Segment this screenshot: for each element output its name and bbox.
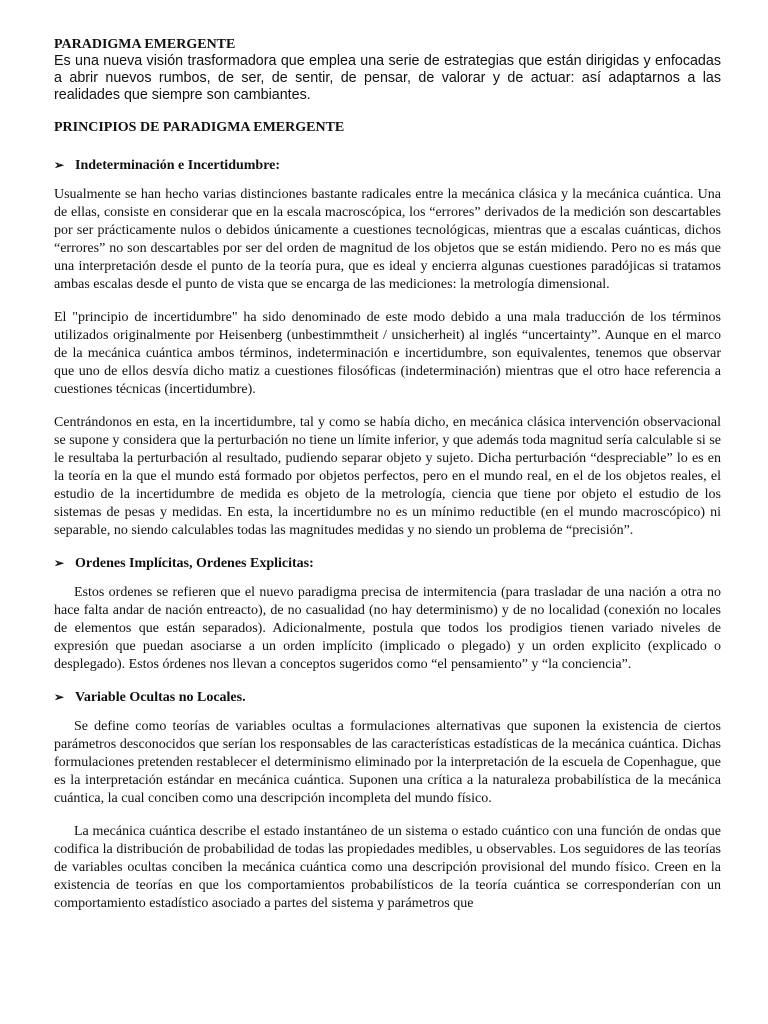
principles-title: PRINCIPIOS DE PARADIGMA EMERGENTE [54, 120, 345, 135]
bullet-arrow-icon: ➢ [54, 690, 65, 704]
bullet-arrow-icon: ➢ [54, 556, 65, 570]
document-title: PARADIGMA EMERGENTE [54, 37, 236, 52]
section-heading [54, 157, 721, 174]
intro-paragraph: Es una nueva visión trasformadora que emplea una serie de estrategias que están dirigidas y enfocadas a abrir nuevos rumbos, de ser, de sentir, de pensar, de valorar y de actuar: así adaptarnos a las realidades que siempre son cambiantes. [54, 53, 721, 103]
paragraph: Usualmente se han hecho varias distinciones bastante radicales entre la mecánica clásica y la mecánica cuántica. Una de ellas, consiste en considerar que en la escala macroscópica, los “errores” derivados de la medición son descartables por ser prácticamente nulos o debidos únicamente a cuestiones tecnológicas, mientras que a escalas cuánticas, dichos “errores” no son descartables por ser del orden de magnitud de los objetos que se están midiendo. Pero no es más que una interpretación desde el punto de la teoría pura, que es ideal y encierra algunas cuestiones paradójicas si tratamos ambas escalas desde el punto de vista que se encarga de las mediciones: la metrología dimensional. [54, 187, 721, 292]
paragraph: El "principio de incertidumbre" ha sido denominado de este modo debido a una mala traducción de los términos utilizados originalmente por Heisenberg (unbestimmtheit / unsicherheit) al inglés “uncertainty”. Aunque en el marco de la mecánica cuántica ambos términos, indeterminación e incertidumbre, son equivalentes, tenemos que observar que uno de ellos desvía dicho matiz a cuestiones filosóficas (indeterminación) mientras que el otro hace referencia a cuestiones técnicas (incertidumbre). [54, 310, 721, 397]
bullet-arrow-icon: ➢ [54, 158, 65, 172]
document-page [54, 36, 721, 928]
paragraph: Centrándonos en esta, en la incertidumbre, tal y como se había dicho, en mecánica clásica intervención observacional se supone y considera que la perturbación no tiene un límite inferior, y que además toda magnitud sería calculable si se le resultaba la perturbación al resultado, pudiendo separar objeto y sujeto. Dicha perturbación “despreciable” lo es en la teoría en la que el mundo está formado por objetos perfectos, pero en el mundo real, en el de los objetos reales, el estudio de la incertidumbre de medida es objeto de la metrología, ciencia que tiene por objeto el estudio de los sistemas de pesas y medidas. En esta, la incertidumbre no es un mínimo reductible (en el mundo macroscópico) ni separable, no siendo calculables todas las magnitudes medidas y no siendo un problema de “precisión”. [54, 415, 721, 538]
section-heading [54, 689, 721, 706]
section-heading-text: Ordenes Implícitas, Ordenes Explicitas: [75, 556, 314, 571]
section-heading-text: Indeterminación e Incertidumbre: [75, 158, 281, 173]
section-heading [54, 555, 721, 572]
paragraph: La mecánica cuántica describe el estado instantáneo de un sistema o estado cuántico con una función de ondas que codifica la distribución de probabilidad de todas las propiedades medibles, u observables. Los seguidores de las teorías de variables ocultas conciben la mecánica cuántica como una descripción provisional del mundo físico. Creen en la existencia de teorías en que los comportamientos probabilísticos de la teoría cuántica se corresponderían con un comportamiento estadístico asociado a partes del sistema y parámetros que [54, 824, 721, 911]
paragraph: Estos ordenes se refieren que el nuevo paradigma precisa de intermitencia (para trasladar de una nación a otra no hace falta andar de nación entreacto), de no casualidad (no hay determinismo) y de no localidad (conexión no locales de elementos que están separados). Adicionalmente, postula que todos los prodigios tienen variado niveles de expresión que puedan asociarse a un orden implícito (implicado o plegado) y un orden explicito (explicado o desplegado). Estos órdenes nos llevan a conceptos sugeridos como “el pensamiento” y “la conciencia”. [54, 585, 721, 672]
paragraph: Se define como teorías de variables ocultas a formulaciones alternativas que suponen la existencia de ciertos parámetros desconocidos que serían los responsables de las características estadísticas de la mecánica cuántica. Dichas formulaciones pretenden restablecer el determinismo eliminado por la interpretación de la escuela de Copenhague, que es la interpretación estándar en mecánica cuántica. Suponen una crítica a la naturaleza probabilística de la mecánica cuántica, la cual conciben como una descripción incompleta del mundo físico. [54, 719, 721, 806]
section-heading-text: Variable Ocultas no Locales. [75, 690, 246, 705]
